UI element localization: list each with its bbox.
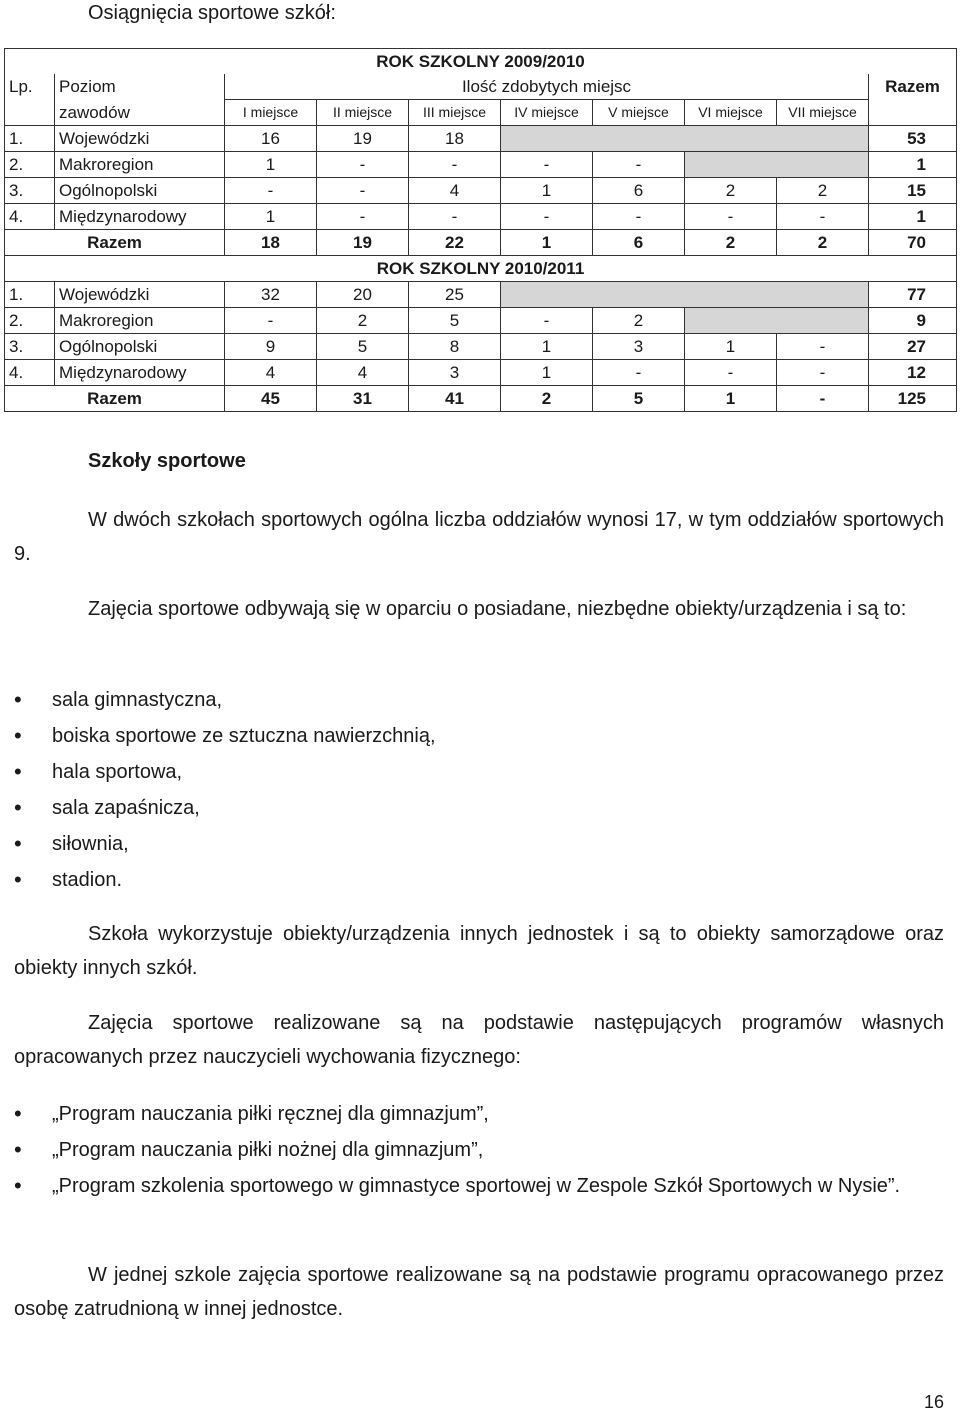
row-number: 3. <box>5 334 55 360</box>
programs-list <box>14 1096 944 1204</box>
bullet-icon: • <box>14 723 22 748</box>
bullet-icon: • <box>14 759 22 784</box>
place-count: 6 <box>593 178 685 204</box>
place-count: 5 <box>317 334 409 360</box>
not-applicable-cell <box>501 126 869 152</box>
place-count: - <box>409 204 501 230</box>
sum-place-count: 19 <box>317 230 409 256</box>
place-count: 2 <box>777 178 869 204</box>
header-places-count: Ilość zdobytych miejsc <box>225 74 869 100</box>
header-place: V miejsce <box>593 100 685 126</box>
facility-item <box>14 862 944 898</box>
place-count: 1 <box>501 178 593 204</box>
sum-place-count: 2 <box>777 230 869 256</box>
facility-item <box>14 718 944 754</box>
header-place: III miejsce <box>409 100 501 126</box>
place-count: 4 <box>409 178 501 204</box>
sum-label: Razem <box>5 386 225 412</box>
header-total-cont <box>869 100 957 126</box>
row-number: 2. <box>5 152 55 178</box>
place-count: 2 <box>593 308 685 334</box>
place-count: - <box>777 360 869 386</box>
row-level: Międzynarodowy <box>55 360 225 386</box>
bullet-icon: • <box>14 867 22 892</box>
sum-place-count: 5 <box>593 386 685 412</box>
sum-place-count: 1 <box>501 230 593 256</box>
place-count: - <box>317 178 409 204</box>
place-count: 3 <box>593 334 685 360</box>
place-count: - <box>685 360 777 386</box>
program-item <box>14 1096 944 1132</box>
header-total: Razem <box>869 74 957 100</box>
place-count: 2 <box>317 308 409 334</box>
header-place: VI miejsce <box>685 100 777 126</box>
row-total: 27 <box>869 334 957 360</box>
row-total: 77 <box>869 282 957 308</box>
place-count: - <box>593 360 685 386</box>
bullet-icon: • <box>14 1137 22 1162</box>
place-count: 9 <box>225 334 317 360</box>
sum-place-count: - <box>777 386 869 412</box>
sum-place-count: 18 <box>225 230 317 256</box>
row-level: Makroregion <box>55 152 225 178</box>
bullet-icon: • <box>14 795 22 820</box>
page-number: 16 <box>923 1392 944 1412</box>
header-place: VII miejsce <box>777 100 869 126</box>
sum-place-count: 2 <box>501 386 593 412</box>
bullet-icon: • <box>14 1101 22 1126</box>
sum-total: 70 <box>869 230 957 256</box>
header-place: II miejsce <box>317 100 409 126</box>
place-count: - <box>225 308 317 334</box>
place-count: 1 <box>685 334 777 360</box>
row-total: 1 <box>869 204 957 230</box>
place-count: 20 <box>317 282 409 308</box>
table-row <box>5 360 957 386</box>
facility-item <box>14 826 944 862</box>
place-count: 4 <box>317 360 409 386</box>
paragraph-external-program: W jednej szkole zajęcia sportowe realizowane są na podstawie programu opracowanego przez osobę zatrudnioną w innej jednostce. <box>14 1264 944 1320</box>
place-count: 1 <box>225 204 317 230</box>
sports-achievements-table <box>4 48 957 412</box>
place-count: 25 <box>409 282 501 308</box>
row-number: 2. <box>5 308 55 334</box>
row-level: Makroregion <box>55 308 225 334</box>
place-count: - <box>409 152 501 178</box>
list-item-text: „Program nauczania piłki ręcznej dla gimnazjum”, <box>52 1103 489 1125</box>
row-level: Międzynarodowy <box>55 204 225 230</box>
place-count: - <box>777 334 869 360</box>
sum-label: Razem <box>5 230 225 256</box>
table-sum-row <box>5 230 957 256</box>
table-year-row <box>5 256 957 282</box>
place-count: - <box>501 204 593 230</box>
place-count: - <box>777 204 869 230</box>
paragraph-external-facilities: Szkoła wykorzystuje obiekty/urządzenia innych jednostek i są to obiekty samorządowe oraz obiekty innych szkół. <box>14 923 944 979</box>
place-count: 4 <box>225 360 317 386</box>
paragraph-facilities-intro: Zajęcia sportowe odbywają się w oparciu o posiadane, niezbędne obiekty/urządzenia i są to: <box>88 598 907 620</box>
place-count: 3 <box>409 360 501 386</box>
place-count: 5 <box>409 308 501 334</box>
row-total: 53 <box>869 126 957 152</box>
list-item-text: „Program szkolenia sportowego w gimnastyce sportowej w Zespole Szkół Sportowych w Nysie”. <box>52 1175 901 1197</box>
place-count: 19 <box>317 126 409 152</box>
year-heading: ROK SZKOLNY 2009/2010 <box>5 49 957 75</box>
place-count: - <box>317 204 409 230</box>
row-level: Wojewódzki <box>55 126 225 152</box>
row-number: 4. <box>5 360 55 386</box>
row-level: Ogólnopolski <box>55 178 225 204</box>
place-count: 1 <box>225 152 317 178</box>
row-number: 1. <box>5 126 55 152</box>
sum-place-count: 41 <box>409 386 501 412</box>
paragraph-classes: W dwóch szkołach sportowych ogólna liczba oddziałów wynosi 17, w tym oddziałów sportowych 9. <box>14 509 944 565</box>
sum-place-count: 6 <box>593 230 685 256</box>
program-item <box>14 1132 944 1168</box>
place-count: - <box>593 152 685 178</box>
not-applicable-cell <box>685 152 869 178</box>
table-row <box>5 204 957 230</box>
table-header-row <box>5 74 957 100</box>
row-total: 12 <box>869 360 957 386</box>
not-applicable-cell <box>501 282 869 308</box>
facility-item <box>14 754 944 790</box>
list-item-text: sala gimnastyczna, <box>52 689 223 711</box>
bullet-icon: • <box>14 1173 22 1198</box>
facility-item <box>14 790 944 826</box>
header-level-cont: zawodów <box>55 100 225 126</box>
sum-place-count: 1 <box>685 386 777 412</box>
place-count: - <box>685 204 777 230</box>
sum-total: 125 <box>869 386 957 412</box>
table-subheader-row <box>5 100 957 126</box>
table-row <box>5 308 957 334</box>
place-count: - <box>501 308 593 334</box>
row-number: 3. <box>5 178 55 204</box>
list-item-text: „Program nauczania piłki nożnej dla gimnazjum”, <box>52 1139 484 1161</box>
table-row <box>5 178 957 204</box>
year-heading: ROK SZKOLNY 2010/2011 <box>5 256 957 282</box>
list-item-text: boiska sportowe ze sztuczna nawierzchnią, <box>52 725 436 747</box>
place-count: - <box>593 204 685 230</box>
row-number: 1. <box>5 282 55 308</box>
sum-place-count: 31 <box>317 386 409 412</box>
sum-place-count: 22 <box>409 230 501 256</box>
place-count: 32 <box>225 282 317 308</box>
place-count: 1 <box>501 360 593 386</box>
header-place: IV miejsce <box>501 100 593 126</box>
place-count: 2 <box>685 178 777 204</box>
sum-place-count: 2 <box>685 230 777 256</box>
place-count: - <box>501 152 593 178</box>
program-item <box>14 1168 944 1204</box>
table-row <box>5 126 957 152</box>
bullet-icon: • <box>14 831 22 856</box>
section-heading: Osiągnięcia sportowe szkół: <box>88 2 336 24</box>
row-number: 4. <box>5 204 55 230</box>
row-total: 1 <box>869 152 957 178</box>
row-level: Ogólnopolski <box>55 334 225 360</box>
subheading-sport-schools: Szkoły sportowe <box>88 450 246 472</box>
facilities-list <box>14 682 944 898</box>
place-count: 16 <box>225 126 317 152</box>
sum-place-count: 45 <box>225 386 317 412</box>
place-count: - <box>317 152 409 178</box>
row-total: 15 <box>869 178 957 204</box>
list-item-text: sala zapaśnicza, <box>52 797 200 819</box>
list-item-text: stadion. <box>52 869 123 891</box>
place-count: 1 <box>501 334 593 360</box>
table-year-row <box>5 49 957 75</box>
row-level: Wojewódzki <box>55 282 225 308</box>
row-total: 9 <box>869 308 957 334</box>
list-item-text: siłownia, <box>52 833 129 855</box>
table-row <box>5 282 957 308</box>
facility-item <box>14 682 944 718</box>
bullet-icon: • <box>14 687 22 712</box>
header-place: I miejsce <box>225 100 317 126</box>
header-lp: Lp. <box>5 74 55 100</box>
header-lp-cont <box>5 100 55 126</box>
header-level: Poziom <box>55 74 225 100</box>
table-row <box>5 152 957 178</box>
table-sum-row <box>5 386 957 412</box>
place-count: 18 <box>409 126 501 152</box>
place-count: 8 <box>409 334 501 360</box>
paragraph-programs-intro: Zajęcia sportowe realizowane są na podstawie następujących programów własnych opracowanych przez nauczycieli wychowania fizycznego: <box>14 1012 944 1068</box>
place-count: - <box>225 178 317 204</box>
table-row <box>5 334 957 360</box>
not-applicable-cell <box>685 308 869 334</box>
list-item-text: hala sportowa, <box>52 761 183 783</box>
